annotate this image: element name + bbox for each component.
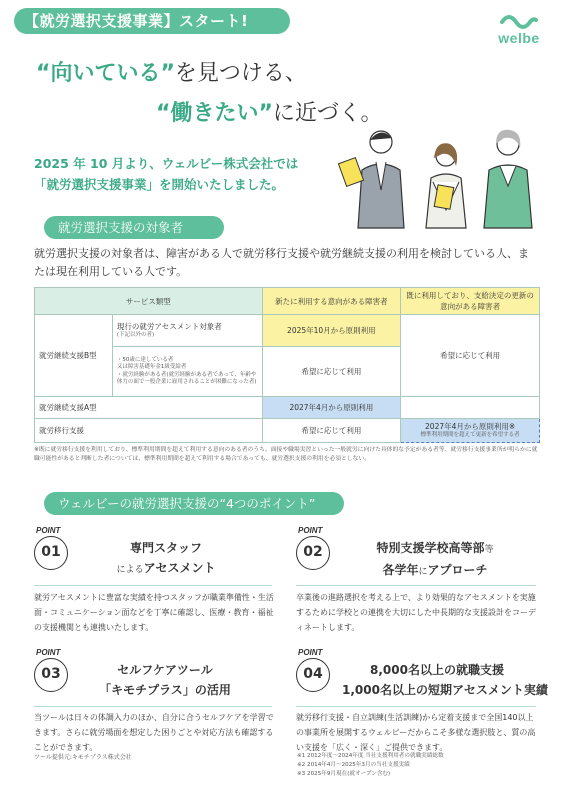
transition-current-note: 標準利用期間を超えて更新を希望する者: [420, 432, 520, 439]
row-label-transition: 就労移行支援: [35, 419, 263, 443]
intro-text: [34, 153, 298, 195]
b-sub2-item-3: ・就労経験がある者(就労経験がある者であって、年齢や体力の面で一般企業に雇用されることが困難になった者): [116, 371, 257, 385]
a-new: 2027年4月から原則利用: [262, 397, 401, 419]
headline-mark-2: “働きたい”: [156, 101, 273, 126]
point-03-title: [80, 660, 250, 700]
b-sub1-new: 2025年10月から原則利用: [262, 315, 401, 347]
service-type-table: [34, 287, 540, 443]
point-01-title: [86, 538, 246, 580]
transition-current: [401, 419, 540, 443]
staff-illustration: [336, 120, 550, 232]
row-label-b-type: 就労継続支援B型: [35, 315, 113, 397]
footnote-3: ※3 2025年9月現在(就オープン含む): [297, 771, 391, 777]
header-current-users: 既に利用しており、支給決定の更新の意向がある障害者: [401, 288, 540, 315]
point-01-tag: POINT: [36, 526, 61, 535]
headline-rest-1: を見つける、: [174, 61, 307, 86]
point-01-divider: [34, 585, 272, 586]
welbe-logo: [490, 10, 548, 46]
table-row: [35, 419, 540, 443]
headline-mark-1: “向いている”: [36, 61, 175, 86]
point-04-number: 04: [296, 658, 330, 692]
footnote-2: ※2 2014年4月〜2025年3月の当社支援実績: [297, 762, 410, 768]
point-01-title-line2: アセスメント: [143, 561, 216, 575]
b-sub2-cell: [112, 347, 262, 397]
transition-current-text: 2027年4月から原則利用※: [425, 422, 516, 432]
transition-new: 希望に応じて利用: [262, 419, 401, 443]
point-04-body: 就労移行支援・自立訓練(生活訓練)から定着支援まで全国140以上の事業所を展開するウェルビーだからこそ多様な選択肢と、質の高い支援を「広く・深く」ご提供できます。: [296, 713, 536, 752]
point-02-title-line1: 特別支援学校高等部: [376, 541, 485, 555]
point-04-title-line1: 8,000名以上: [370, 663, 444, 677]
table-row: [35, 315, 540, 347]
table-row: [35, 397, 540, 419]
point-01-body: 就労アセスメントに豊富な実績を持つスタッフが職業準備性・生活面・コミュニケーション面などを丁寧に確認し、医療・教育・福祉の支援機関とも連携いたします。: [34, 593, 274, 632]
point-01-number: 01: [34, 536, 68, 570]
point-02-title-line2-small: に: [418, 567, 428, 577]
target-section-body: 就労選択支援の対象者は、障害がある人で就労移行支援や就労継続支援の利用を検討している人、または現在利用している人です。: [34, 247, 529, 278]
b-sub1-note: (下記以外の者): [116, 332, 155, 339]
table-header-row: [35, 288, 540, 315]
point-03-number: 03: [34, 658, 68, 692]
point-04-title: [342, 660, 548, 700]
person-man-illustration: [338, 131, 404, 228]
point-03-tag: POINT: [36, 648, 61, 657]
point-02-title-line2-end: アプローチ: [427, 563, 488, 577]
b-current: 希望に応じて利用: [401, 315, 540, 397]
point-02-title-line2: 各学年: [382, 563, 419, 577]
b-sub2-new: 希望に応じて利用: [262, 347, 401, 397]
point-02-title: [340, 538, 530, 582]
headline-rest-2: に近づく。: [272, 101, 383, 126]
b-sub1-cell: [112, 315, 262, 347]
footnotes: [297, 752, 444, 779]
point-02-divider: [296, 585, 536, 586]
point-04-title-line2: 1,000名以上: [342, 683, 416, 697]
point-03-title-line2: 「キモチプラス」の活用: [99, 683, 231, 697]
headline-line-1: [36, 56, 307, 87]
b-sub2-item-2: 又は障害基礎年金1級受給者: [116, 364, 187, 370]
wave-logo-icon: [499, 10, 539, 30]
a-current: [401, 397, 540, 419]
point-04-title-line1-end: の就職支援: [443, 663, 504, 677]
point-03-divider: [34, 706, 272, 707]
points-section-title: ウェルビーの就労選択支援の“4つのポイント”: [44, 492, 344, 515]
target-section-title: 就労選択支援の対象者: [44, 216, 224, 239]
intro-line-1: 2025 年 10 月より、ウェルビー株式会社では: [34, 156, 299, 171]
point-02-number: 02: [296, 536, 330, 570]
footnote-1: ※1 2012年度〜2024年度 当社支援利用者の就職実績総数: [297, 753, 444, 759]
point-02-body: 卒業後の進路選択を考える上で、より効果的なアセスメントを実施するために学校との連携を大切にした中長期的な支援設計をコーディネートします。: [296, 593, 536, 632]
point-02-title-line1-small: 等: [484, 545, 494, 555]
intro-line-2: 「就労選択支援事業」を開始いたしました。: [34, 177, 285, 192]
point-01-title-small: による: [116, 565, 144, 575]
b-sub1-title: 現行の就労アセスメント対象者: [116, 322, 222, 332]
point-01-title-line1: 専門スタッフ: [129, 541, 202, 555]
b-sub2-item-1: ・50歳に達している者: [116, 356, 174, 363]
point-03-body: 当ツールは日々の体調入力のほか、自分に合うセルフケアを学習できます。さらに就労場面を想定した困りごとや対応方法も確認することができます。: [34, 713, 274, 752]
person-older-woman-illustration: [484, 130, 532, 228]
header-new-users: 新たに利用する意向がある障害者: [262, 288, 401, 315]
row-label-a-type: 就労継続支援A型: [35, 397, 263, 419]
point-04-divider: [296, 706, 536, 707]
point-04-title-line2-end: の短期アセスメント実績: [415, 683, 548, 697]
point-04-tag: POINT: [298, 648, 323, 657]
tool-credit: ツール提供元:キモチプラス株式会社: [34, 754, 132, 761]
person-woman-illustration: [426, 143, 466, 228]
header-service-type: サービス類型: [35, 288, 263, 315]
program-badge: 【就労選択支援事業】スタート!: [14, 8, 290, 34]
logo-text: welbe: [498, 30, 540, 46]
table-footnote: ※既に就労移行支援を利用しており、標準利用期間を超えて利用する意向のある者のうち、面接や職場実習といった一般就労に向けた具体的な予定がある者等、就労移行支援事業所が明らかに就職可能性があると判断した者については、標準利用期間を超えて利用する場合であっても、就労選択支援の利用を必須としない。: [34, 447, 538, 462]
point-03-title-line1: セルフケアツール: [117, 663, 213, 677]
point-02-tag: POINT: [298, 526, 323, 535]
